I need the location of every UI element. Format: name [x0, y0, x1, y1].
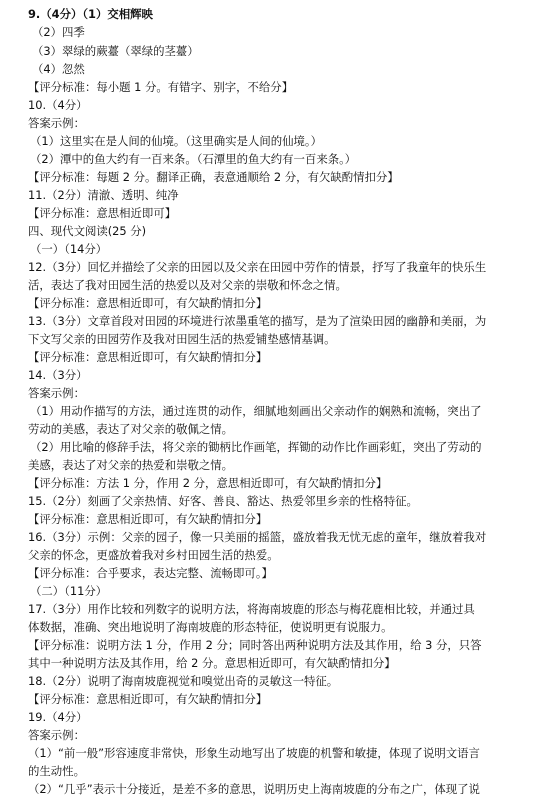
q14-heading: 14.（3分）: [28, 368, 88, 382]
q9-answer-3: （3）翠绿的蕨薹（翠绿的茎薹）: [32, 44, 199, 58]
q17-scoring-criteria-line-1: 【评分标准：说明方法 1 分，作用 2 分；同时答出两种说明方法及其作用，给 3 分，只答: [28, 638, 482, 652]
q10-answer-2: （2）潭中的鱼大约有一百来条。（石潭里的鱼大约有一百来条。）: [30, 152, 357, 166]
q9-scoring-criteria: 【评分标准：每小题 1 分。有错字、别字，不给分】: [28, 80, 294, 94]
q16-answer-line-2: 父亲的怀念，更盛放着我对乡村田园生活的热爱。: [28, 548, 279, 562]
q19-answer-1-line-2: 的生动性。: [28, 764, 85, 778]
q14-example-label: 答案示例：: [28, 386, 85, 400]
q12-answer-line-1: 12.（3分）回忆并描绘了父亲的田园以及父亲在田园中劳作的情景，抒写了我童年的快乐生: [28, 260, 487, 274]
q13-answer-line-1: 13.（3分）文章首段对田园的环境进行浓墨重笔的描写，是为了渲染田园的幽静和美丽，为: [28, 314, 487, 328]
q13-answer-line-2: 下文写父亲的田园劳作及我对田园生活的热爱铺垫感情基调。: [28, 332, 336, 346]
q18-scoring-criteria: 【评分标准：意思相近即可，有欠缺酌情扣分】: [28, 692, 268, 706]
q15-answer: 15.（2分）刻画了父亲热情、好客、善良、豁达、热爱邻里乡亲的性格特征。: [28, 494, 418, 508]
section-4-heading: 四、现代文阅读(25 分): [28, 224, 147, 238]
q17-answer-line-2: 体数据，准确、突出地说明了海南坡鹿的形态特征，使说明更有说服力。: [28, 620, 393, 634]
q9-heading: 9.（4分）（1）交相辉映: [28, 7, 153, 21]
q9-answer-4: （4）忽然: [32, 62, 85, 76]
part-1-heading: （一）（14分）: [30, 242, 108, 256]
q14-answer-1-line-2: 劳动的美感，表达了对父亲的敬佩之情。: [28, 422, 234, 436]
q16-answer-line-1: 16.（3分）示例：父亲的园子，像一只美丽的摇篮，盛放着我无忧无虑的童年，继放着我对: [28, 530, 487, 544]
q11-answer: 11.（2分）清澈、透明、纯净: [28, 188, 179, 202]
q14-answer-1-line-1: （1）用动作描写的方法，通过连贯的动作，细腻地刻画出父亲动作的娴熟和流畅，突出了: [30, 404, 482, 418]
q17-scoring-criteria-line-2: 其中一种说明方法及其作用，给 2 分。意思相近即可，有欠缺酌情扣分】: [28, 656, 396, 670]
q9-answer-2: （2）四季: [32, 25, 85, 39]
q18-answer: 18.（2分）说明了海南坡鹿视觉和嗅觉出奇的灵敏这一特征。: [28, 674, 339, 688]
q12-answer-line-2: 活，表达了我对田园生活的热爱以及对父亲的崇敬和怀念之情。: [28, 278, 347, 292]
q10-answer-1: （1）这里实在是人间的仙境。（这里确实是人间的仙境。）: [30, 134, 323, 148]
q13-scoring-criteria: 【评分标准：意思相近即可，有欠缺酌情扣分】: [28, 350, 268, 364]
q16-scoring-criteria: 【评分标准：合乎要求，表达完整、流畅即可。】: [28, 566, 273, 580]
q10-example-label: 答案示例：: [28, 116, 85, 130]
q12-scoring-criteria: 【评分标准：意思相近即可，有欠缺酌情扣分】: [28, 296, 268, 310]
q14-answer-2-line-2: 美感，表达了对父亲的热爱和崇敬之情。: [28, 458, 234, 472]
q14-scoring-criteria: 【评分标准：方法 1 分，作用 2 分，意思相近即可，有欠缺酌情扣分】: [28, 476, 388, 490]
q15-scoring-criteria: 【评分标准：意思相近即可，有欠缺酌情扣分】: [28, 512, 268, 526]
q19-answer-2-line-1: （2）“几乎”表示十分接近，是差不多的意思，说明历史上海南坡鹿的分布之广，体现了说: [28, 782, 480, 796]
q10-scoring-criteria: 【评分标准：每题 2 分。翻译正确，表意通顺给 2 分，有欠缺酌情扣分】: [28, 170, 399, 184]
part-2-heading: （二）（11分）: [30, 584, 108, 598]
q19-heading: 19.（4分）: [28, 710, 88, 724]
q11-scoring-criteria: 【评分标准：意思相近即可】: [28, 206, 177, 220]
q14-answer-2-line-1: （2）用比喻的修辞手法，将父亲的锄柄比作画笔，挥锄的动作比作画彩虹，突出了劳动的: [30, 440, 482, 454]
q17-answer-line-1: 17.（3分）用作比较和列数字的说明方法，将海南坡鹿的形态与梅花鹿相比较，并通过具: [28, 602, 475, 616]
q10-heading: 10.（4分）: [28, 98, 88, 112]
q19-answer-1-line-1: （1）“前一般”形容速度非常快，形象生动地写出了坡鹿的机警和敏捷，体现了说明文语言: [28, 746, 480, 760]
q19-example-label: 答案示例：: [28, 728, 85, 742]
